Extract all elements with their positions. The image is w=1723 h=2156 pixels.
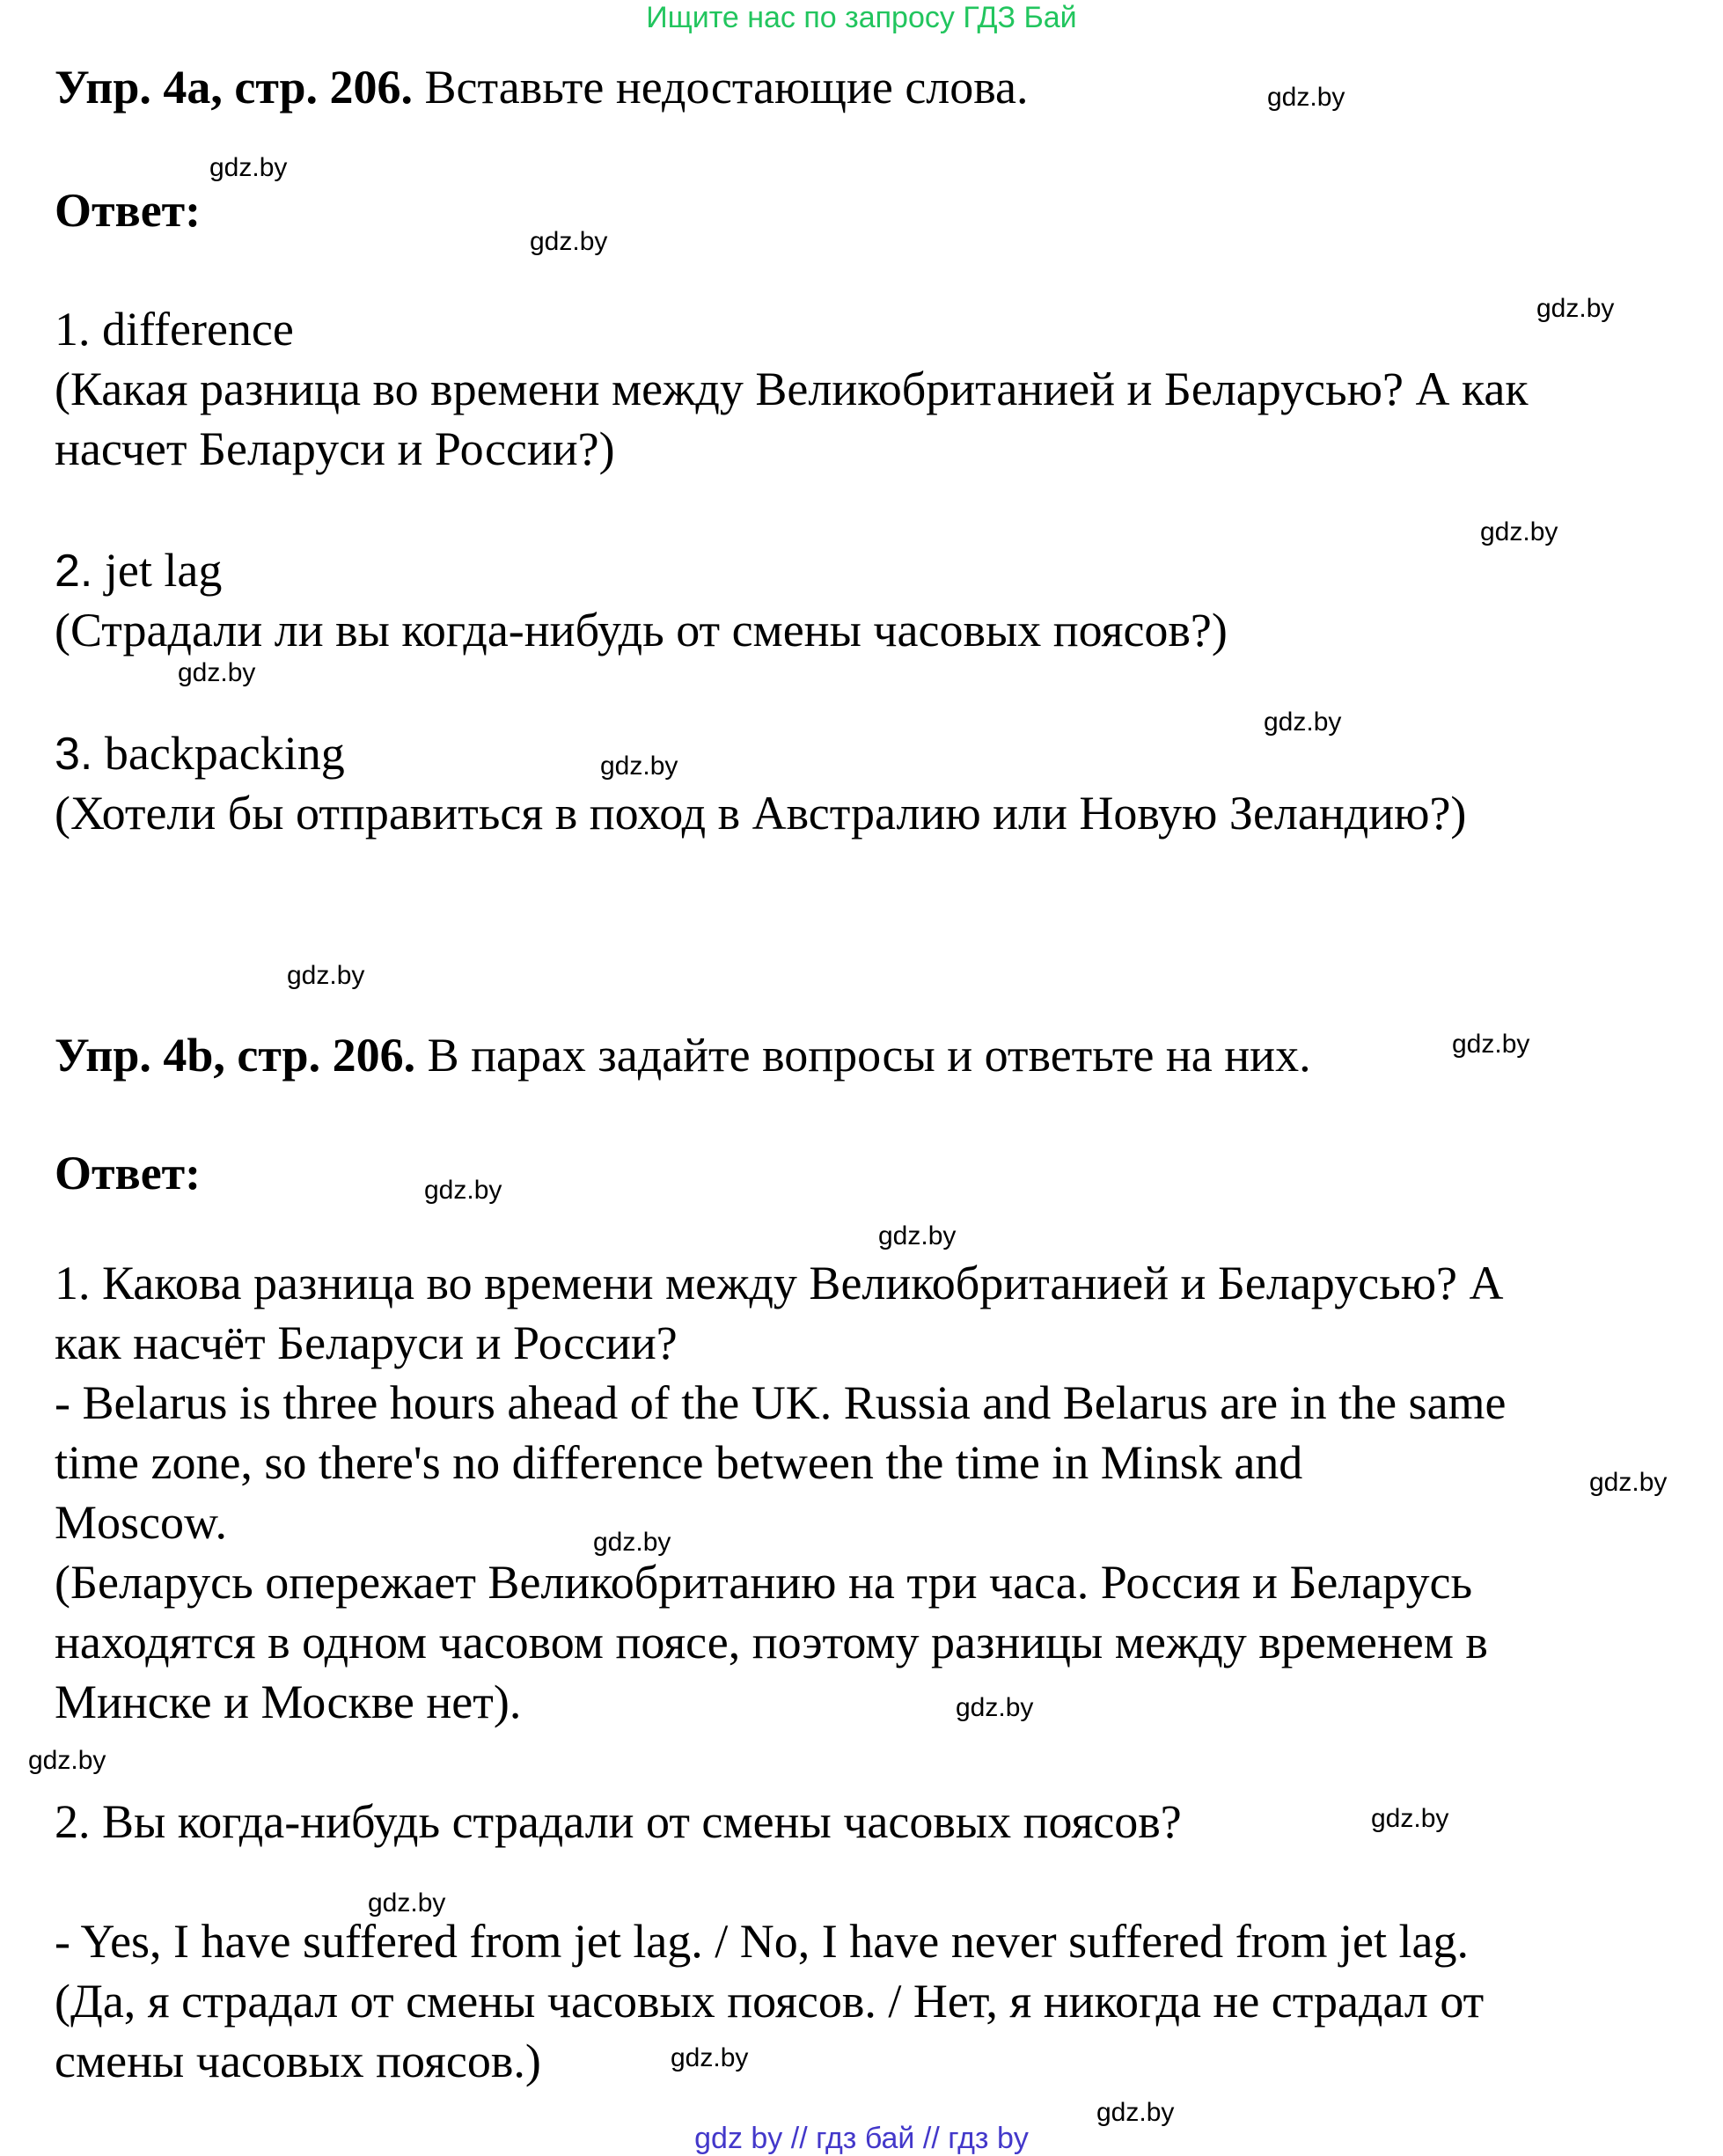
q1-line: Moscow.	[55, 1496, 227, 1549]
watermark: gdz.by	[1371, 1804, 1449, 1833]
exercise-4a-item-1-translation-line1: (Какая разница во времени между Великобританией и Беларусью? А как	[55, 363, 1529, 415]
item-word: backpacking	[104, 727, 345, 780]
q1-line: Минске и Москве нет).	[55, 1676, 522, 1728]
q1-line: как насчёт Беларуси и России?	[55, 1316, 678, 1369]
exercise-4b-heading	[55, 1026, 1311, 1084]
footer-links[interactable]: gdz by // гдз бай // гдз by	[694, 2122, 1029, 2155]
watermark: gdz.by	[178, 658, 256, 687]
q2-line: смены часовых поясов.)	[55, 2035, 541, 2087]
exercise-4a-item-1-translation-line2: насчет Беларуси и России?)	[55, 422, 615, 475]
item-number: 1.	[55, 303, 91, 356]
exercise-4b-instruction: В парах задайте вопросы и ответьте на них.	[427, 1029, 1311, 1082]
watermark: gdz.by	[878, 1221, 957, 1250]
watermark: gdz.by	[593, 1528, 671, 1557]
exercise-4a-item-3	[55, 723, 345, 784]
watermark: gdz.by	[671, 2043, 749, 2072]
exercise-4a-item-2-translation: (Страдали ли вы когда-нибудь от смены часовых поясов?)	[55, 604, 1228, 656]
exercise-4a-item-1	[55, 299, 294, 359]
item-number: 2.	[55, 546, 93, 597]
item-number: 3.	[55, 729, 93, 780]
exercise-4b-title: Упр. 4b, стр. 206.	[55, 1029, 416, 1082]
exercise-4a-item-2	[55, 540, 222, 601]
watermark: gdz.by	[1267, 83, 1345, 112]
watermark: gdz.by	[600, 752, 678, 781]
watermark: gdz.by	[1536, 294, 1615, 323]
watermark: gdz.by	[1452, 1030, 1530, 1059]
exercise-4a-answer-label: Ответ:	[55, 184, 202, 237]
item-word: difference	[102, 303, 294, 356]
exercise-4a-instruction: Вставьте недостающие слова.	[424, 61, 1029, 114]
watermark: gdz.by	[1589, 1468, 1668, 1497]
watermark: gdz.by	[1264, 708, 1342, 737]
exercise-4b-answer-label: Ответ:	[55, 1147, 202, 1199]
q1-line: 1. Какова разница во времени между Великобританией и Беларусью? А	[55, 1257, 1504, 1309]
q2-question: 2. Вы когда-нибудь страдали от смены часовых поясов?	[55, 1795, 1182, 1848]
watermark: gdz.by	[1480, 517, 1558, 546]
watermark: gdz.by	[209, 153, 288, 182]
exercise-4a-item-3-translation: (Хотели бы отправиться в поход в Австралию или Новую Зеландию?)	[55, 787, 1467, 840]
watermark: gdz.by	[28, 1746, 106, 1775]
watermark: gdz.by	[1096, 2098, 1175, 2127]
watermark: gdz.by	[368, 1888, 446, 1918]
item-word: jet lag	[104, 544, 223, 597]
q2-line: - Yes, I have suffered from jet lag. / No, I have never suffered from jet lag.	[55, 1915, 1469, 1968]
watermark: gdz.by	[530, 227, 608, 256]
watermark: gdz.by	[424, 1176, 502, 1205]
q1-line: time zone, so there's no difference between the time in Minsk and	[55, 1436, 1303, 1489]
q2-line: (Да, я страдал от смены часовых поясов. / Нет, я никогда не страдал от	[55, 1975, 1485, 2028]
exercise-4a-title: Упр. 4a, стр. 206.	[55, 61, 414, 114]
exercise-4a-heading	[55, 58, 1029, 116]
q1-line: находятся в одном часовом поясе, поэтому разницы между временем в	[55, 1616, 1488, 1668]
q1-line: (Беларусь опережает Великобританию на три часа. Россия и Беларусь	[55, 1556, 1473, 1609]
watermark: gdz.by	[956, 1693, 1034, 1722]
q1-line: - Belarus is three hours ahead of the UK. Russia and Belarus are in the same	[55, 1376, 1507, 1429]
top-banner[interactable]: Ищите нас по запросу ГДЗ Бай	[646, 1, 1077, 34]
watermark: gdz.by	[287, 961, 365, 990]
